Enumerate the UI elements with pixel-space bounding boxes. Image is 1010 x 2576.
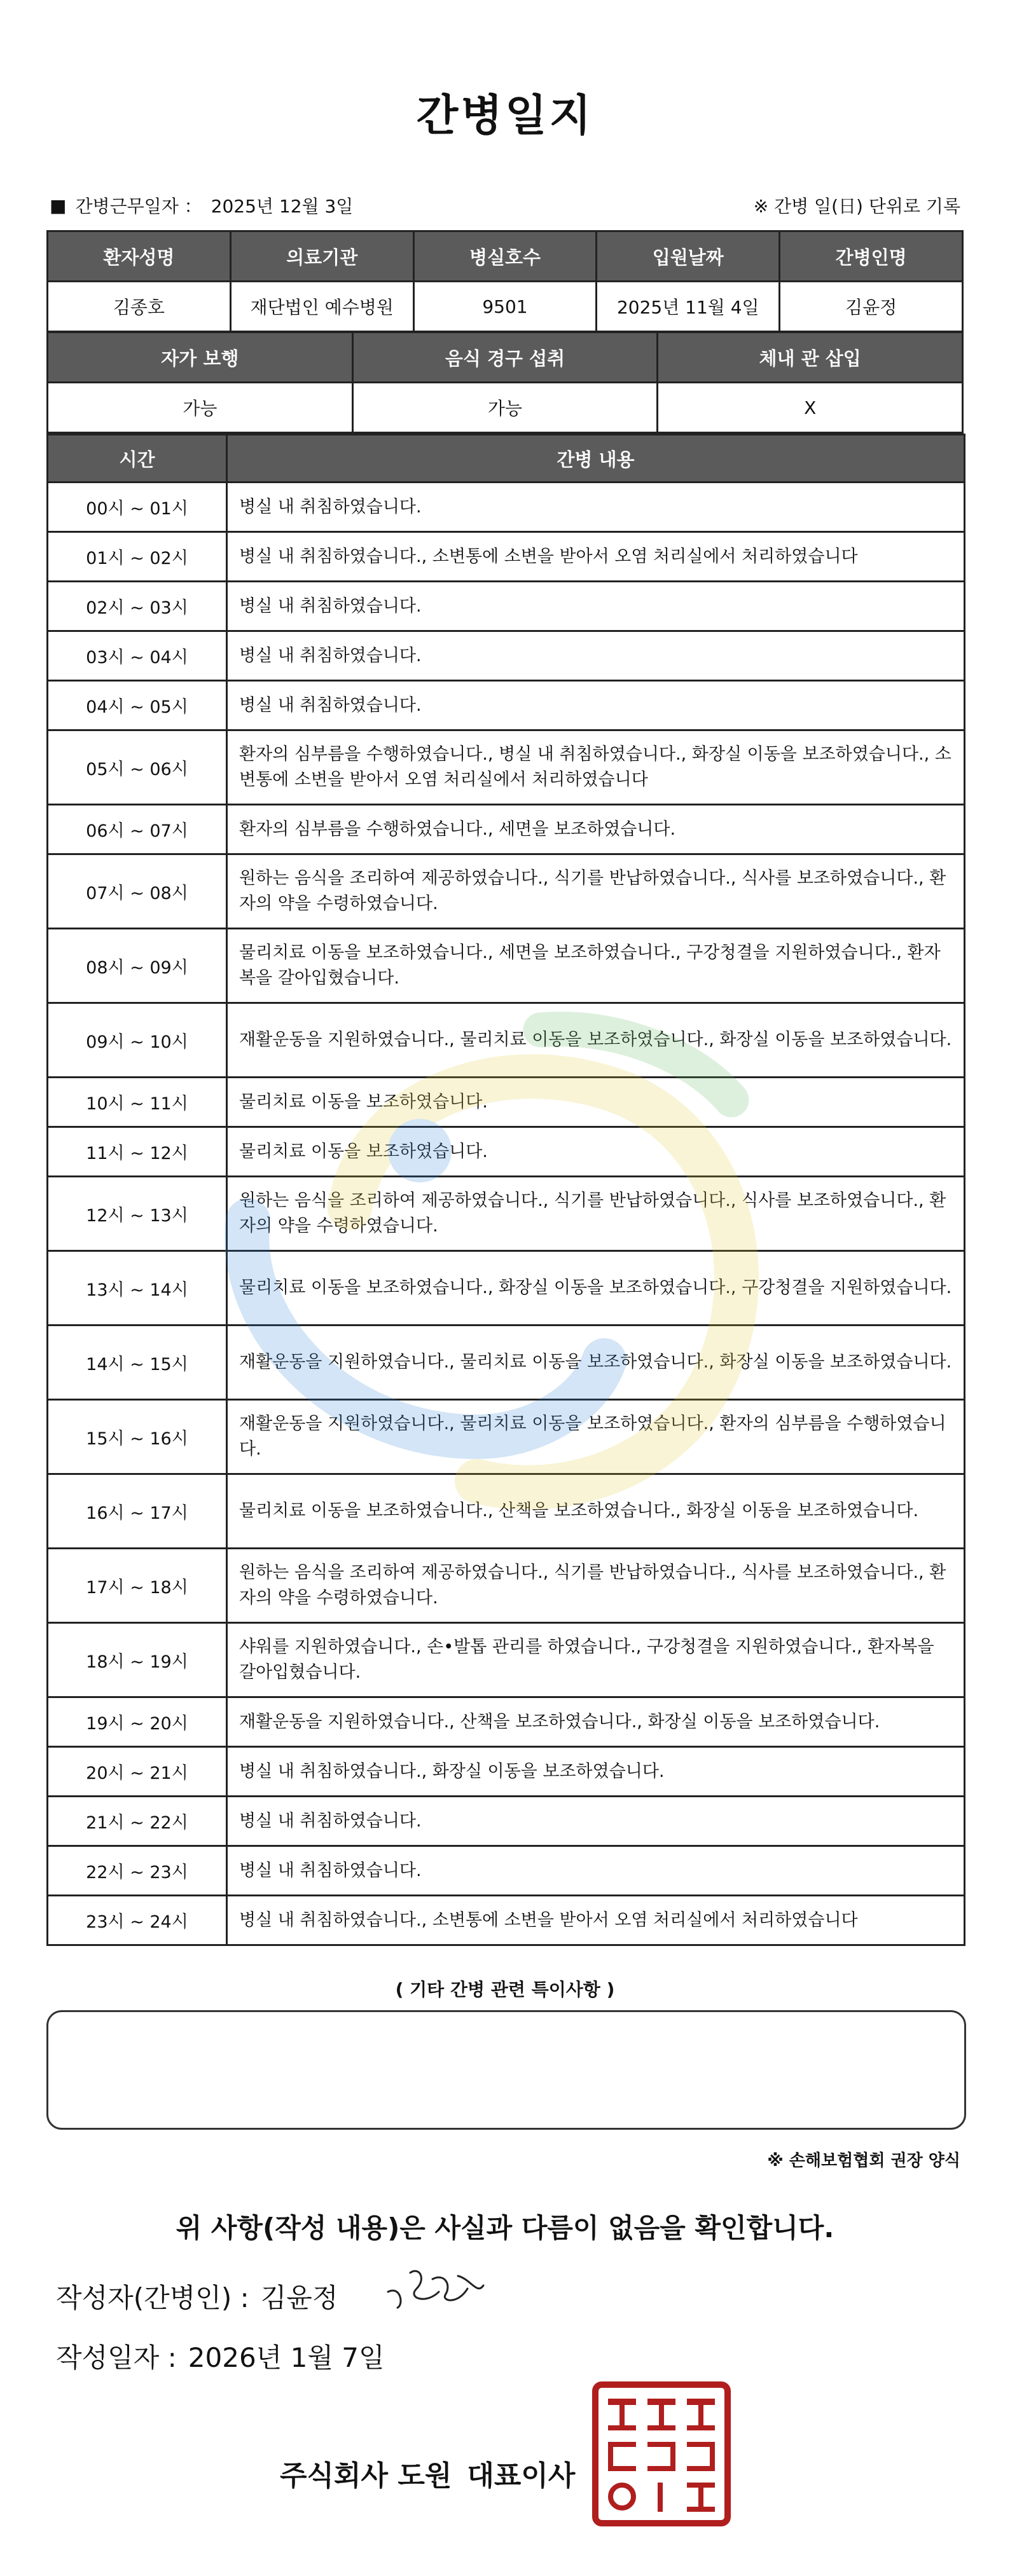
- caregiver-name: 김윤정: [780, 282, 963, 332]
- table-row: [48, 1326, 965, 1400]
- header-tube-insertion: 체내 관 삽입: [658, 332, 963, 383]
- tube-insertion-value: X: [658, 383, 963, 433]
- row-care-content: 병실 내 취침하였습니다.: [227, 582, 965, 631]
- self-walking-value: 가능: [48, 383, 353, 433]
- header-admission-date: 입원날짜: [597, 231, 780, 282]
- row-time: 18시 ~ 19시: [48, 1623, 227, 1697]
- table-row: [48, 1400, 965, 1474]
- document-title: 간병일지: [416, 91, 594, 141]
- header-oral-intake: 음식 경구 섭취: [352, 332, 658, 383]
- daily-record-note: ※ 간병 일(日) 단위로 기록: [753, 196, 960, 217]
- work-date-label: 간병근무일자 ：: [75, 196, 202, 217]
- row-time: 17시 ~ 18시: [48, 1549, 227, 1623]
- table-row: [48, 929, 965, 1003]
- work-date-row: [50, 193, 960, 218]
- row-care-content: 병실 내 취침하였습니다.: [227, 631, 965, 681]
- row-time: 19시 ~ 20시: [48, 1697, 227, 1747]
- row-time: 20시 ~ 21시: [48, 1747, 227, 1797]
- table-row: [48, 483, 965, 532]
- room-number: 9501: [413, 282, 597, 332]
- header-hospital: 의료기관: [230, 231, 413, 282]
- header-room-number: 병실호수: [413, 231, 597, 282]
- table-row: [48, 1797, 965, 1846]
- row-care-content: 재활운동을 지원하였습니다., 물리치료 이동을 보조하였습니다., 화장실 이동을 보조하였습니다.: [227, 1003, 965, 1078]
- row-care-content: 병실 내 취침하였습니다.: [227, 1846, 965, 1896]
- admission-date: 2025년 11월 4일: [597, 282, 780, 332]
- row-care-content: 병실 내 취침하였습니다., 소변통에 소변을 받아서 오염 처리실에서 처리하였습니다: [227, 1896, 965, 1945]
- row-care-content: 물리치료 이동을 보조하였습니다.: [227, 1078, 965, 1127]
- row-time: 14시 ~ 15시: [48, 1326, 227, 1400]
- row-time: 16시 ~ 17시: [48, 1474, 227, 1549]
- row-time: 13시 ~ 14시: [48, 1251, 227, 1326]
- table-row: [48, 1127, 965, 1177]
- row-care-content: 물리치료 이동을 보조하였습니다., 화장실 이동을 보조하였습니다., 구강청결을 지원하였습니다.: [227, 1251, 965, 1326]
- oral-intake-value: 가능: [352, 383, 658, 433]
- table-row: [48, 1003, 965, 1078]
- row-time: 15시 ~ 16시: [48, 1400, 227, 1474]
- work-date-value: 2025년 12월 3일: [211, 196, 354, 217]
- patient-name: 김종호: [48, 282, 231, 332]
- row-care-content: 물리치료 이동을 보조하였습니다., 세면을 보조하였습니다., 구강청결을 지원하였습니다., 환자복을 갈아입혔습니다.: [227, 929, 965, 1003]
- ceo-title: 대표이사: [467, 2460, 576, 2492]
- row-care-content: 원하는 음식을 조리하여 제공하였습니다., 식기를 반납하였습니다., 식사를 보조하였습니다., 환자의 약을 수령하였습니다.: [227, 1549, 965, 1623]
- row-care-content: 병실 내 취침하였습니다.: [227, 1797, 965, 1846]
- row-care-content: 환자의 심부름을 수행하였습니다., 세면을 보조하였습니다.: [227, 805, 965, 854]
- table-row: [48, 631, 965, 681]
- row-time: 09시 ~ 10시: [48, 1003, 227, 1078]
- table-row: [48, 1697, 965, 1747]
- patient-status-table: [46, 331, 964, 434]
- write-date-value: 2026년 1월 7일: [188, 2342, 385, 2373]
- special-notes-box: [46, 2010, 966, 2130]
- signature-stroke: [388, 2271, 483, 2308]
- table-row: [48, 1846, 965, 1896]
- row-time: 11시 ~ 12시: [48, 1127, 227, 1177]
- company-seal: [591, 2381, 731, 2527]
- table-row: [48, 805, 965, 854]
- row-care-content: 병실 내 취침하였습니다.: [227, 681, 965, 730]
- row-time: 12시 ~ 13시: [48, 1177, 227, 1251]
- row-time: 10시 ~ 11시: [48, 1078, 227, 1127]
- table-row: [48, 532, 965, 582]
- table-row: [48, 1474, 965, 1549]
- row-time: 23시 ~ 24시: [48, 1896, 227, 1945]
- row-time: 00시 ~ 01시: [48, 483, 227, 532]
- row-care-content: 원하는 음식을 조리하여 제공하였습니다., 식기를 반납하였습니다., 식사를 보조하였습니다., 환자의 약을 수령하였습니다.: [227, 1177, 965, 1251]
- table-row: [48, 1549, 965, 1623]
- patient-info-table: [46, 230, 964, 332]
- row-time: 02시 ~ 03시: [48, 582, 227, 631]
- row-time: 04시 ~ 05시: [48, 681, 227, 730]
- table-row: [48, 1623, 965, 1697]
- row-care-content: 재활운동을 지원하였습니다., 산책을 보조하였습니다., 화장실 이동을 보조하였습니다.: [227, 1697, 965, 1747]
- confirmation-statement: 위 사항(작성 내용)은 사실과 다름이 없음을 확인합니다.: [176, 2212, 834, 2244]
- bullet-icon: ■: [50, 195, 67, 216]
- table-row: [48, 582, 965, 631]
- header-time: 시간: [48, 435, 227, 483]
- row-care-content: 물리치료 이동을 보조하였습니다., 산책을 보조하였습니다., 화장실 이동을 보조하였습니다.: [227, 1474, 965, 1549]
- row-care-content: 병실 내 취침하였습니다., 화장실 이동을 보조하였습니다.: [227, 1747, 965, 1797]
- row-care-content: 샤워를 지원하였습니다., 손•발톱 관리를 하였습니다., 구강청결을 지원하였습니다., 환자복을 갈아입혔습니다.: [227, 1623, 965, 1697]
- care-log-rows: [48, 483, 965, 1945]
- row-care-content: 병실 내 취침하였습니다.: [227, 483, 965, 532]
- header-patient-name: 환자성명: [48, 231, 231, 282]
- row-time: 03시 ~ 04시: [48, 631, 227, 681]
- table-row: [48, 1078, 965, 1127]
- care-log-table: [46, 434, 965, 1946]
- header-care-content: 간병 내용: [227, 435, 965, 483]
- table-row: [48, 854, 965, 929]
- header-self-walking: 자가 보행: [48, 332, 353, 383]
- table-row: [48, 1747, 965, 1797]
- row-time: 08시 ~ 09시: [48, 929, 227, 1003]
- writer-name: 김윤정: [260, 2282, 338, 2313]
- writer-label: 작성자(간병인) :: [56, 2282, 249, 2313]
- recommended-form-note: ※ 손해보험협회 권장 양식: [767, 2151, 960, 2170]
- row-time: 06시 ~ 07시: [48, 805, 227, 854]
- row-care-content: 병실 내 취침하였습니다., 소변통에 소변을 받아서 오염 처리실에서 처리하였습니다: [227, 532, 965, 582]
- row-time: 07시 ~ 08시: [48, 854, 227, 929]
- hospital-name: 재단법인 예수병원: [230, 282, 413, 332]
- row-care-content: 원하는 음식을 조리하여 제공하였습니다., 식기를 반납하였습니다., 식사를 보조하였습니다., 환자의 약을 수령하였습니다.: [227, 854, 965, 929]
- table-row: [48, 730, 965, 805]
- write-date-row: [56, 2337, 385, 2375]
- table-row: [48, 681, 965, 730]
- row-care-content: 재활운동을 지원하였습니다., 물리치료 이동을 보조하였습니다., 화장실 이동을 보조하였습니다.: [227, 1326, 965, 1400]
- row-care-content: 물리치료 이동을 보조하였습니다.: [227, 1127, 965, 1177]
- company-name: 주식회사 도원: [280, 2460, 452, 2492]
- row-care-content: 환자의 심부름을 수행하였습니다., 병실 내 취침하였습니다., 화장실 이동을 보조하였습니다., 소변통에 소변을 받아서 오염 처리실에서 처리하였습니다: [227, 730, 965, 805]
- write-date-label: 작성일자 :: [56, 2342, 177, 2373]
- header-caregiver-name: 간병인명: [780, 231, 963, 282]
- special-notes-title: ( 기타 간병 관련 특이사항 ): [395, 1979, 615, 2000]
- writer-row: [56, 2277, 338, 2315]
- table-row: [48, 1251, 965, 1326]
- company-row: [280, 2453, 575, 2493]
- row-time: 05시 ~ 06시: [48, 730, 227, 805]
- table-row: [48, 1177, 965, 1251]
- signature-image: [382, 2260, 490, 2317]
- row-time: 22시 ~ 23시: [48, 1846, 227, 1896]
- seal-glyphs: [608, 2399, 715, 2512]
- row-time: 01시 ~ 02시: [48, 532, 227, 582]
- row-care-content: 재활운동을 지원하였습니다., 물리치료 이동을 보조하였습니다., 환자의 심부름을 수행하였습니다.: [227, 1400, 965, 1474]
- table-row: [48, 1896, 965, 1945]
- row-time: 21시 ~ 22시: [48, 1797, 227, 1846]
